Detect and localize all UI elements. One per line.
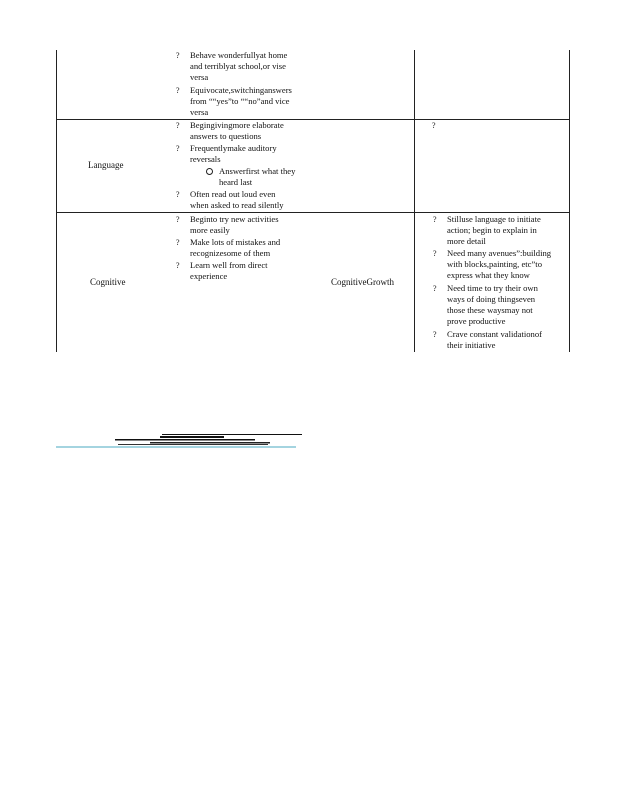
cell-text: Answerfirst what they bbox=[219, 166, 296, 176]
cell-text: more easily bbox=[190, 225, 230, 235]
bullet: ? bbox=[176, 144, 180, 153]
cell-text: reversals bbox=[190, 154, 221, 164]
bullet: ? bbox=[432, 121, 436, 130]
cell-text: Equivocate,switchinganswers bbox=[190, 85, 292, 95]
cell-text: Need time to try their own bbox=[447, 283, 538, 293]
cell-cognitive-growth: CognitiveGrowth bbox=[331, 277, 394, 287]
bullet: ? bbox=[176, 261, 180, 270]
cell-text: Often read out loud even bbox=[190, 189, 276, 199]
bullet: ? bbox=[176, 215, 180, 224]
cell-text: versa bbox=[190, 72, 209, 82]
cell-text: from ““yes”to ““no”and vice bbox=[190, 96, 290, 106]
cell-text: express what they know bbox=[447, 270, 530, 280]
cell-text: when asked to read silently bbox=[190, 200, 284, 210]
cell-text: more detail bbox=[447, 236, 486, 246]
row-divider-2 bbox=[56, 212, 570, 213]
row-label-cognitive: Cognitive bbox=[90, 277, 126, 287]
cell-text: Learn well from direct bbox=[190, 260, 268, 270]
bullet: ? bbox=[433, 330, 437, 339]
cell-text: experience bbox=[190, 271, 228, 281]
cell-text: Stilluse language to initiate bbox=[447, 214, 541, 224]
bullet: ? bbox=[176, 51, 180, 60]
cell-text: action; begin to explain in bbox=[447, 225, 537, 235]
table-col-divider bbox=[414, 50, 415, 352]
cell-text: Beginto try new activities bbox=[190, 214, 279, 224]
sub-bullet-circle-icon bbox=[206, 168, 213, 175]
bullet: ? bbox=[176, 238, 180, 247]
cell-text: ways of doing thingseven bbox=[447, 294, 536, 304]
cell-text: heard last bbox=[219, 177, 253, 187]
cell-text: answers to questions bbox=[190, 131, 262, 141]
cell-text: those these waysmay not bbox=[447, 305, 533, 315]
row-label-language: Language bbox=[88, 160, 124, 170]
bullet: ? bbox=[176, 190, 180, 199]
cell-text: Behave wonderfullyat home bbox=[190, 50, 288, 60]
bullet: ? bbox=[176, 121, 180, 130]
cell-text: Crave constant validationof bbox=[447, 329, 542, 339]
bullet: ? bbox=[433, 284, 437, 293]
cell-text: Need many avenues”:building bbox=[447, 248, 552, 258]
cell-text: their initiative bbox=[447, 340, 496, 350]
cell-text: versa bbox=[190, 107, 209, 117]
cell-text: recognizesome of them bbox=[190, 248, 271, 258]
row-divider-1b bbox=[414, 119, 570, 120]
table-right-border bbox=[569, 50, 570, 352]
cell-text: and terriblyat school,or vise bbox=[190, 61, 286, 71]
cell-text: Frequentlymake auditory bbox=[190, 143, 277, 153]
cell-text: with blocks,painting, etc”to bbox=[447, 259, 542, 269]
bullet: ? bbox=[176, 86, 180, 95]
table-left-border bbox=[56, 50, 57, 352]
cell-text: prove productive bbox=[447, 316, 506, 326]
cell-text: Begingivingmore elaborate bbox=[190, 120, 284, 130]
cell-text: Make lots of mistakes and bbox=[190, 237, 281, 247]
bullet: ? bbox=[433, 249, 437, 258]
bullet: ? bbox=[433, 215, 437, 224]
